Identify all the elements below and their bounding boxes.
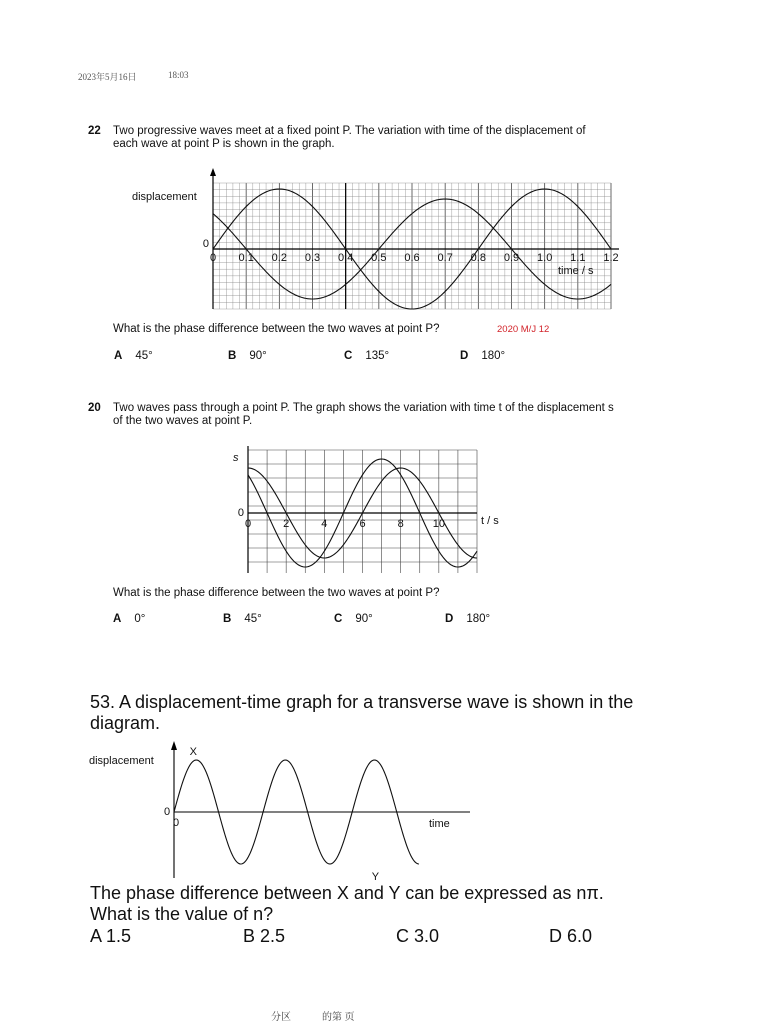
x-tick-label: 0.2: [271, 252, 287, 264]
x-tick-label: 10: [432, 518, 445, 530]
question-20-text-line1: Two waves pass through a point P. The graph shows the variation with time t of the displacement s: [113, 402, 614, 414]
x-tick-label: 1.1: [570, 252, 586, 264]
y-axis-arrow: [171, 741, 177, 750]
x-tick-label: 0: [173, 817, 180, 829]
x-tick-label: 0: [209, 252, 217, 264]
q53-option-b: B 2.5: [243, 926, 286, 946]
x-tick-label: 0.9: [503, 252, 520, 264]
x-tick-label: 8: [397, 518, 404, 530]
point-label-x: X: [189, 746, 197, 758]
y-axis-arrow: [210, 168, 216, 176]
x-tick-label: 0.8: [470, 252, 486, 264]
q20-option-c: C 90°: [334, 613, 373, 625]
x-tick-label: 0.3: [304, 252, 321, 264]
q22-option-a: A 45°: [114, 350, 153, 362]
question-53-line2: diagram.: [90, 713, 161, 733]
question-20-prompt: What is the phase difference between the two waves at point P?: [113, 587, 440, 599]
question-20-number: 20: [88, 402, 101, 414]
x-tick-label: 0.6: [404, 252, 420, 264]
print-date: 2023年5月16日: [78, 72, 137, 82]
question-22-number: 22: [88, 125, 101, 137]
y-tick-label: 0: [202, 238, 209, 250]
x-tick-label: 0.5: [371, 252, 387, 264]
q22-option-d: D 180°: [460, 350, 506, 362]
x-axis-label: time: [429, 818, 450, 830]
q53-option-d: D 6.0: [549, 926, 593, 946]
x-tick-label: 2: [283, 518, 290, 530]
q53-option-c: C 3.0: [396, 926, 440, 946]
point-label-y: Y: [371, 871, 380, 880]
chart-q22: [120, 160, 640, 320]
x-tick-label: 6: [359, 518, 366, 530]
y-axis-label: displacement: [89, 755, 154, 767]
x-tick-label: 4: [321, 518, 328, 530]
y-axis-label: displacement: [132, 191, 197, 203]
x-axis-label: time / s: [558, 265, 594, 277]
x-axis-label: t / s: [481, 515, 499, 527]
question-53-line1: 53. A displacement-time graph for a transverse wave is shown in the: [90, 692, 634, 712]
footer-section: 分区: [271, 1012, 291, 1023]
question-22-text-line1: Two progressive waves meet at a fixed point P. The variation with time of the displacement of: [113, 125, 586, 137]
y-tick-label: 0: [164, 806, 171, 818]
q53-option-a: A 1.5: [90, 926, 132, 946]
q20-option-a: A 0°: [113, 613, 146, 625]
q20-option-d: D 180°: [445, 613, 491, 625]
q20-option-b: B 45°: [223, 613, 262, 625]
x-tick-label: 1.2: [603, 252, 619, 264]
chart-q53: [85, 738, 475, 880]
question-22-text-line2: each wave at point P is shown in the graph.: [113, 138, 335, 150]
q22-option-c: C 135°: [344, 350, 390, 362]
y-axis-label: s: [233, 452, 239, 464]
print-time: 18:03: [168, 70, 189, 80]
question-53-line3: The phase difference between X and Y can be expressed as nπ.: [90, 883, 604, 903]
y-tick-label: 0: [237, 507, 244, 519]
x-tick-label: 0: [244, 518, 252, 530]
question-20-text-line2: of the two waves at point P.: [113, 415, 253, 427]
source-tag: 2020 M/J 12: [497, 324, 550, 335]
chart-q20: [225, 440, 515, 580]
footer-page: 的第 页: [322, 1012, 355, 1023]
x-tick-label: 0.1: [238, 252, 254, 264]
question-22-prompt: What is the phase difference between the two waves at point P?: [113, 323, 440, 335]
x-tick-label: 0.4: [338, 252, 354, 264]
x-tick-label: 1.0: [537, 252, 553, 264]
q22-option-b: B 90°: [228, 350, 267, 362]
question-53-line4: What is the value of n?: [90, 904, 274, 924]
x-tick-label: 0.7: [437, 252, 453, 264]
